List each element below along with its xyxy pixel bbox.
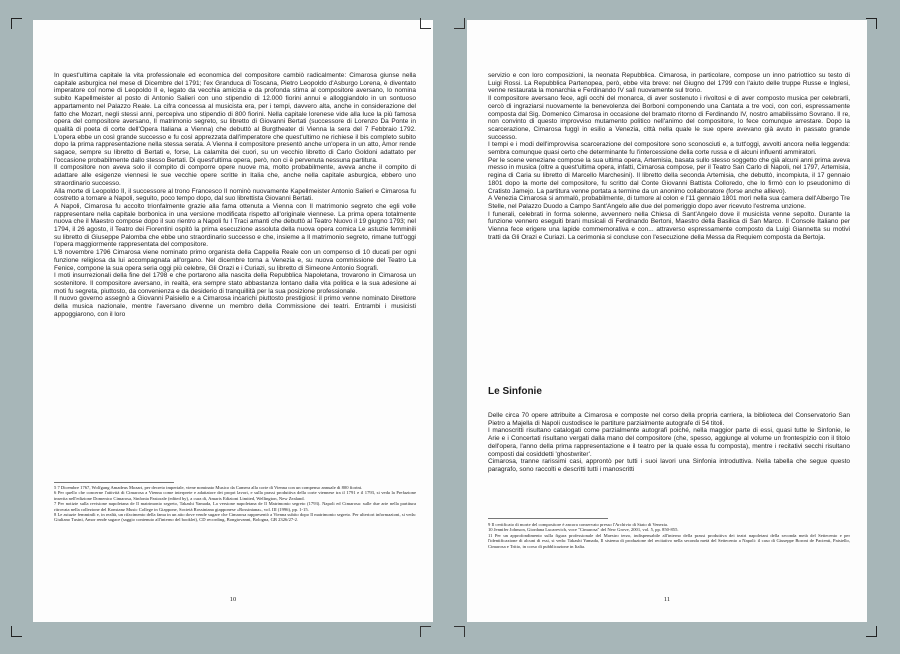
right-page bbox=[467, 20, 867, 622]
paragraph: Delle circa 70 opere attribuite a Cimarosa e composte nel corso della propria carriera, la biblioteca del Conservatorio San Pietro a Majella di Napoli custodisce le partiture parzialmente autografe di 54 titoli. bbox=[488, 412, 850, 427]
right-page-body bbox=[488, 72, 850, 241]
paragraph: Il nuovo governo assegnò a Giovanni Paisiello e a Cimarosa incarichi piuttosto prestigiosi: il primo venne nominato Direttore della musica nazionale, mentre l'aversano divenne un membro della Commissione dei teatri. Entrambi i musicisti appoggiarono, con il loro bbox=[54, 295, 416, 318]
paragraph: A Napoli, Cimarosa fu accolto trionfalmente grazie alla fama ottenuta a Vienna con Il matrimonio segreto che egli volle rappresentare nella capitale borbonica in una versione modificata rispetto all'originale viennese. La prima opera totalmente nuova che il Maestro compose dopo il suo rientro a Napoli fu I Traci amanti che debuttò al Teatro Nuovo il 19 giugno 1793; nel 1794, il 26 agosto, il Teatro dei Fiorentini ospitò la prima esecuzione assoluta della nuova opera comica Le astuzie femminili su libretto di Giuseppe Palomba che ebbe uno straordinario successo e che, insieme a Il matrimonio segreto, rimane tutt'oggi l'opera maggiormente rappresentata del compositore. bbox=[54, 202, 416, 249]
left-page-body bbox=[54, 72, 416, 319]
left-page bbox=[33, 20, 433, 622]
crop-mark bbox=[454, 626, 465, 637]
crop-mark bbox=[866, 626, 877, 637]
right-page-body-after bbox=[488, 412, 850, 474]
crop-mark bbox=[11, 626, 22, 637]
paragraph: I tempi e i modi dell'improvvisa scarcerazione del compositore sono sconosciuti e, a tutt'oggi, avvolti ancora nella leggenda: sembra comunque quasi certo che determinante fu l'intercessione della corte russa e di alcuni influenti ammiratori. bbox=[488, 141, 850, 157]
paragraph: Cimarosa, tranne rarissimi casi, approntò per tutti i suoi lavori una Sinfonia introduttiva. Nella tabella che segue questo paragrafo, sono raccolti e descritti tutti i manoscritti bbox=[488, 458, 850, 473]
paragraph: Il compositore non aveva solo il compito di comporre opere nuove ma, molto probabilmente, aveva anche il compito di adattare alle esigenze viennesi le sue vecchie opere scritte in Italia che, anche nella capitale asburgica, ebbero uno straordinario successo. bbox=[54, 164, 416, 187]
paragraph: Il compositore aversano fece, agli occhi del monarca, di aver sostenuto i rivoltosi e di aver composto musica per celebrarli, cercò di ingraziarsi nuovamente la benevolenza dei Borboni componendo una Cantata a tre voci, con cori, espressamente composta dal Sig. Domenico Cimarosa in occasione del bramato ritorno di Ferdinando IV, nostro amabilissimo Sovrano. Il re, non convinto di questo improvviso mutamento politico nell'animo del compositore, lo fece comunque arrestare. Dopo la scarcerazione, Cimarosa fuggì in esilio a Venezia, città nella quale le sue opere avevano già avuto in passato grande successo. bbox=[488, 95, 850, 141]
footnote: 5 7 Dicembre 1767, Wolfgang Amadeus Mozart, per decreto imperiale, viene nominato Musico da Camera alla corte di Vienna con un compenso annuale di 800 fiorini. bbox=[54, 485, 363, 490]
footnote: 7 Per notizie sulla revisione napoletana de Il matrimonio segreto, Takashi Yamada, La versione napoletana de Il Matrimonio segreto (1793). Napoli ed Cimarosa: sulle due arie nella partitura ritrovata nella collezione del Konstanz Music College in Giappone, Società Rossiniana giapponese «Rossiniana», vol. III (1996), pp. 1-15. bbox=[54, 501, 416, 512]
crop-mark bbox=[420, 18, 431, 29]
page-number: 10 bbox=[229, 596, 237, 603]
footnote: 9 Il certificato di morte del compositore è ancora conservato presso l'Archivio di Stato di Venezia. bbox=[488, 522, 669, 527]
page-number: 11 bbox=[663, 596, 671, 603]
crop-mark bbox=[420, 626, 431, 637]
paragraph: I moti insurrezionali della fine del 1798 e che portarono alla nascita della Repubblica Napoletana, trovarono in Cimarosa un sostenitore. Il compositore aversano, in realtà, era sempre stato abbastanza lontano dalla vita politica e la sua adesione ai moti fu segreta, piuttosto, da convenienza e da desiderio di tranquillità per la sua posizione professionale. bbox=[54, 272, 416, 295]
crop-mark bbox=[454, 18, 465, 29]
footnote: 11 Per un approfondimento sulla figura professionale del Maestro terzo, indispensabile all'interno della prassi produttiva dei teatri napoletani della seconda metà del Settecento e per l'identificazione di alcuni di essi, si veda: Takashi Yamada, Il sistema di produzione del recitativo nella seconda metà del Settecento a Napoli: il caso di Giuseppe Boroni de Pacienti, Paisiello, Cimarosa e Tritto, in corso di pubblicazione in Italia. bbox=[488, 532, 850, 549]
paragraph: I manoscritti risultano catalogati come parzialmente autografi poiché, nella maggior parte di essi, quasi tutte le Sinfonie, le Arie e i Concertati risultano vergati dalla mano del compositore (che, spesso, aggiunge al volume un frontespizio con il titolo dell'opera, l'anno della prima rappresentazione e il teatro per la quale essa fu composta), mentre i recitativi secchi risultano composti dai cosiddetti 'ghostwriter'. bbox=[488, 427, 850, 458]
right-footnotes bbox=[488, 522, 850, 549]
paragraph: Per le scene veneziane compose la sua ultima opera, Artemisia, basata sullo stesso soggetto che già alcuni anni prima aveva messo in musica (oltre a quest'ultima opera, infatti, Cimarosa compose, per il Teatro San Carlo di Napoli, nel 1797, Artemisia, regina di Caria su libretto di Marcello Marchesini). Il libretto della seconda Artemisia, che debuttò, incompiuta, il 17 gennaio 1801 dopo la morte del compositore, fu scritto dal Conte Giovanni Battista Colloredo, che lo firmò con lo pseudonimo di Cratisto Jamejo. La partitura venne portata a termine da un anonimo collaboratore (forse anche allievo). bbox=[488, 156, 850, 195]
paragraph: In quest'ultima capitale la vita professionale ed economica del compositore cambiò radicalmente: Cimarosa giunse nella capitale asburgica nel mese di Dicembre del 1791; l'ex Granduca di Toscana, Pietro Leopoldo d'Asburgo Lorena, è diventato imperatore col nome di Leopoldo II e, legato da vecchia amicizia e da profonda stima al compositore aversano, lo nomina subito Kapellmeister al posto di Antonio Salieri con uno stipendio di 12.000 fiorini annui e alloggiandolo in un sontuoso appartamento nel Palazzo Reale. La cifra concessa al musicista era, per i tempi, davvero alta, anche in considerazione del fatto che Mozart, negli stessi anni, percepiva uno stipendio di 800 fiorini. Nella capitale lorenese vide alla luce la più famosa opera del compositore aversano, Il matrimonio segreto, su libretto di Giovanni Bertati (successore di Lorenzo Da Ponte in qualità di poeta di corte dell'Opera Italiana a Vienna) che debuttò al Burgtheater di Vienna la sera del 7 Febbraio 1792. L'opera ebbe un così grande successo e fu così apprezzata dall'imperatore che quest'ultimo ne richiese il bis completo subito dopo la prima rappresentazione nella stessa serata. A Vienna il compositore presentò anche un'opera in un atto, Amor rende sagace, sempre su libretto di Bertati e, forse, La calamita dei cuori, su un vecchio libretto di Carlo Goldoni adattato per l'occasione probabilmente dallo stesso Bertati. Di quest'ultima opera, però, non ci è pervenuta nessuna partitura. bbox=[54, 72, 416, 164]
paragraph: servizio e con loro composizioni, la neonata Repubblica. Cimarosa, in particolare, compose un inno patriottico su testo di Luigi Rossi. La Repubblica Partenopea, però, ebbe vita breve: nel Giugno del 1799 con l'aiuto delle truppe Russe e Inglesi, venne restaurata la monarchia e Ferdinando IV salì nuovamente sul trono. bbox=[488, 72, 850, 95]
left-footnotes bbox=[54, 485, 416, 523]
footnote: 8 Le astuzie femminili e, in realtà, un rifacimento della fama in un atto dove vende sugare che Cimarosa rappresentò a Vienna subito dopo Il matrimonio segreto. Per ulteriori informazioni, si veda: Giuliano Tusini, Amor rende sagace (saggio contenuto all'interno del booklet), CD recording, Bongiovanni, Bologna, GB 2326/27-2. bbox=[54, 512, 416, 523]
crop-mark bbox=[11, 18, 22, 29]
crop-mark bbox=[866, 18, 877, 29]
footnote-rule bbox=[54, 482, 174, 483]
footnote: 10 Jennifer Johnson, Giordana Lucarevich, voce "Cimarosa" del New Grove, 2001, vol. 5, pp. 850-855. bbox=[488, 527, 679, 533]
paragraph: L'8 novembre 1796 Cimarosa viene nominato primo organista della Cappella Reale con un compenso di 10 ducati per ogni funzione religiosa da lui accompagnata all'organo. Nel dicembre torna a Venezia e, su nuova commissione del Teatro La Fenice, compone la sua opera seria oggi più celebre, Gli Orazi e i Curiazi, su libretto di Simeone Antonio Sografi. bbox=[54, 249, 416, 272]
paragraph: Alla morte di Leopoldo II, il successore al trono Francesco II nominò nuovamente Kapellmeister Antonio Salieri e Cimarosa fu costretto a tornare a Napoli, seguito, poco tempo dopo, dal suo librettista Giovanni Bertati. bbox=[54, 187, 416, 203]
section-heading: Le Sinfonie bbox=[488, 386, 542, 397]
paragraph: A Venezia Cimarosa si ammalò, probabilmente, di tumore al colon e l'11 gennaio 1801 morì nella sua camera dell'Albergo Tre Stelle, nel Palazzo Duodo a Campo Sant'Angelo alle due del pomeriggio dopo aver ricevuto l'estrema unzione. bbox=[488, 195, 850, 210]
paragraph: I funerali, celebrati in forma solenne, avvennero nella Chiesa di Sant'Angelo dove il musicista venne sepolto. Durante la funzione vennero eseguiti brani musicali di Ferdinando Bertoni, Maestro della Basilica di San Marco. Il Console Italiano per Vienna fece erigere una lapide commemorativa e con... attraverso espressamente composto da Luigi Giannetta su motivi tratti da Gli Orazi e Curiazi. La cerimonia si concluse con l'esecuzione della Messa da Requiem composta da Bertoja. bbox=[488, 210, 850, 241]
footnote-rule bbox=[488, 518, 608, 519]
footnote: 6 Per quello che concerne l'attività di Cimarosa a Vienna come interprete e adattatore dei propri lavori, e sulla prassi produttiva della corte viennese tra il 1791 e il 1793, si veda la Prefazione inserita nell'edizione Domenico Cimarosa, Sinfonia Pastorale (edited by), a cura di, Amaris Edizioni Limited, Wellington, New Zealand. bbox=[54, 490, 416, 501]
